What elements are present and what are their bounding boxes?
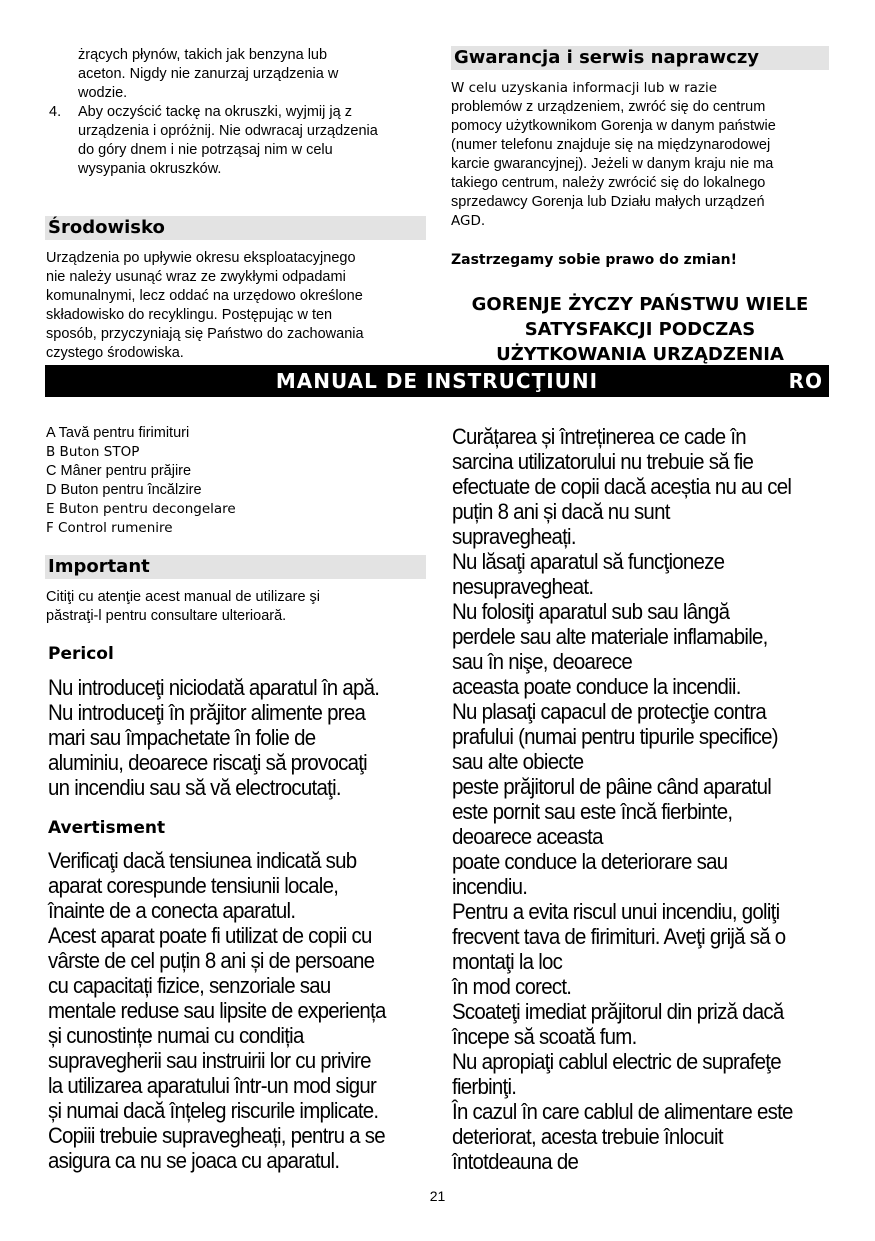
reservation-note: Zastrzegamy sobie prawo do zmian! (451, 252, 738, 268)
list-item: 4. Aby oczyścić tackę na okruszki, wyjmij ją z urządzenia i opróżnij. Nie odwracaj urządzenia do góry dnem i nie potrząsaj nim w celu wysypania okruszków. (49, 104, 378, 177)
important-text: Citiţi cu atenţie acest manual de utilizare şi păstraţi-l pentru consultare ulterioară. (46, 589, 321, 624)
cleaning-continued: żrących płynów, takich jak benzyna lub aceton. Nigdy nie zanurzaj urządzenia w wodzie. 4. Aby oczyścić tackę na okruszki, wyjmij ją z urządzenia i opróżnij. Nie odwracaj urządzenia do góry dnem i nie potrząsaj nim w celu wysypania okruszków. (46, 46, 426, 179)
list-item: D Buton pentru încălzire (46, 482, 202, 498)
section-heading-environment: Środowisko (45, 216, 426, 240)
section-heading-warranty: Gwarancja i serwis naprawczy (451, 46, 829, 70)
section-heading-warning: Avertisment (48, 818, 166, 838)
parts-list (46, 424, 426, 538)
list-item: C Mâner pentru prăjire (46, 463, 192, 479)
danger-text: Nu introduceţi niciodată aparatul în apă. Nu introduceţi în prăjitor alimente prea mari sau împachetate în folie de aluminiu, deoarece riscaţi să provocaţi un incendiu sau să vă electrocutaţi. (48, 675, 380, 800)
warranty-text: W celu uzyskania informacji lub w razie problemów z urządzeniem, zwróć się do centrum pomocy użytkownikom Gorenja w danym państwie (numer telefonu znajduje się na międzynarodowej karcie gwarancyjnej). Jeżeli w danym kraju nie ma takiego centrum, należy zwrócić się do lokalnego sprzedawcy Gorenja lub Działu małych urządzeń AGD. (451, 80, 776, 229)
list-item: E Buton pentru decongelare (46, 501, 236, 517)
page-number: 21 (429, 1188, 446, 1204)
language-code: RO (788, 369, 823, 393)
list-item: F Control rumenire (46, 520, 173, 536)
list-item: A Tavă pentru firimituri (46, 425, 190, 441)
banner-title: MANUAL DE INSTRUCŢIUNI (275, 369, 599, 393)
environment-text: Urządzenia po upływie okresu eksploatacyjnego nie należy usunąć wraz ze zwykłymi odpadami komunalnymi, lecz oddać na urzędowo określone składowisko do recyklingu. Postępując w ten sposób, przyczyniają się Państwo do zachowania czystego środowiska. (46, 250, 364, 361)
warning-text: Verificaţi dacă tensiunea indicată sub aparat corespunde tensiunii locale, înainte de a conecta aparatul. Acest aparat poate fi utilizat de copii cu vârste de cel puțin 8 ani și de persoane cu capacitați fizice, senzoriale sau mentale reduse sau lipsite de experiența și cunostințe numai cu condiția supravegherii sau instruirii lor cu privire la utilizarea aparatului într-un mod sigur și numai dacă înțeleg riscurile implicate. Copiii trebuie supravegheați, pentru a se asigura ca nu se joaca cu aparatul. (48, 848, 386, 1173)
safety-instructions: Curățarea și întreținerea ce cade în sarcina utilizatorului nu trebuie să fie efectuate de copii dacă aceștia nu au cel puțin 8 ani și dacă nu sunt supravegheați. Nu lăsaţi aparatul să funcţioneze nesupravegheat. Nu folosiţi aparatul sub sau lângă perdele sau alte materiale inflamabile, sau în nişe, deoarece aceasta poate conduce la incendii. Nu plasaţi capacul de protecţie contra prafului (numai pentru tipurile specifice) sau alte obiecte peste prăjitorul de pâine când aparatul este pornit sau este încă fierbinte, deoarece aceasta poate conduce la deteriorare sau incendiu. Pentru a evita riscul unui incendiu, goliţi frecvent tava de firimituri. Aveţi grijă să o montaţi la loc în mod corect. Scoateţi imediat prăjitorul din priză dacă începe să scoată fum. Nu apropiaţi cablul electric de suprafeţe fierbinţi. În cazul în care cablul de alimentare este deteriorat, acesta trebuie înlocuit întotdeauna de (452, 424, 793, 1174)
gorenje-slogan: GORENJE ŻYCZY PAŃSTWU WIELE SATYSFAKCJI PODCZAS UŻYTKOWANIA URZĄDZENIA (471, 294, 809, 365)
list-item: B Buton STOP (46, 444, 140, 460)
section-heading-danger: Pericol (48, 644, 114, 664)
section-heading-important: Important (45, 555, 426, 579)
manual-banner (45, 365, 829, 397)
